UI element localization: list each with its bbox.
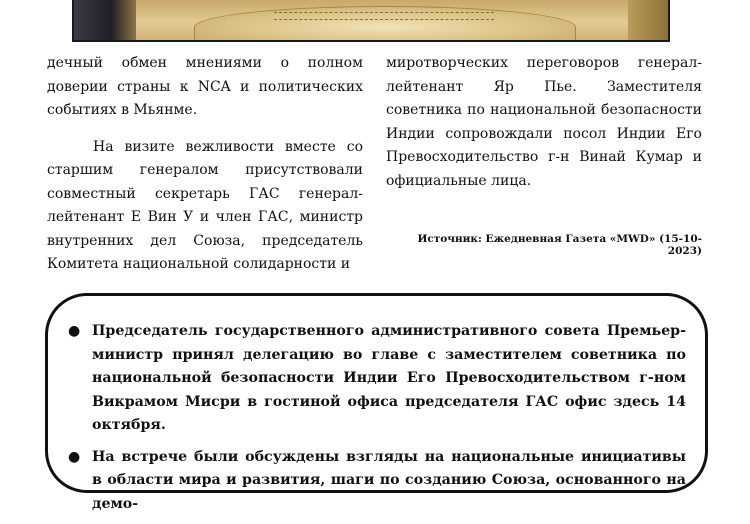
left-paragraph-2: На визите вежливости вместе со старшим генералом присутствовали совместный секретарь ГАС генерал-лейтенант Е Вин У и член ГАС, министр внутренних дел Союза, председатель Комитета национальной солидарности и [47, 138, 363, 272]
summary-bullet-item [66, 320, 686, 438]
summary-bullet-item [66, 446, 686, 517]
summary-box [45, 293, 708, 512]
summary-bullet-text: Председатель государственного административного совета Премьер-министр принял делегацию во главе с заместителем советника по национальной безопасности Индии Его Превосходительством г-ном Викрамом Мисри в гостиной офиса председателя ГАС офис здесь 14 октября. [92, 323, 686, 433]
source-citation: Источник: Ежедневная Газета «MWD» (15-10-2023) [417, 233, 702, 257]
bullet-icon: ● [68, 448, 81, 465]
photo-carpet-border [274, 12, 494, 20]
photo-chair-shadow [74, 0, 136, 40]
article-left-column [47, 52, 363, 277]
bullet-icon: ● [68, 323, 81, 339]
article-right-column [386, 52, 702, 193]
summary-list [66, 320, 686, 524]
photo-gilded-chair [628, 0, 668, 40]
left-paragraph-1: дечный обмен мнениями о полном доверии страны к NCA и политических событиях в Мьянме. [47, 55, 363, 118]
meeting-photo [72, 0, 670, 42]
right-paragraph-1: миротворческих переговоров генерал-лейтенант Яр Пье. Заместителя советника по национальной безопасности Индии сопровождали посол Индии Его Превосходительство г-н Винай Кумар и официальные лица. [386, 55, 702, 189]
summary-bullet-text: На встрече были обсуждены взгляды на национальные инициативы в области мира и развития, шаги по созданию Союза, основанного на демо- [92, 448, 686, 512]
